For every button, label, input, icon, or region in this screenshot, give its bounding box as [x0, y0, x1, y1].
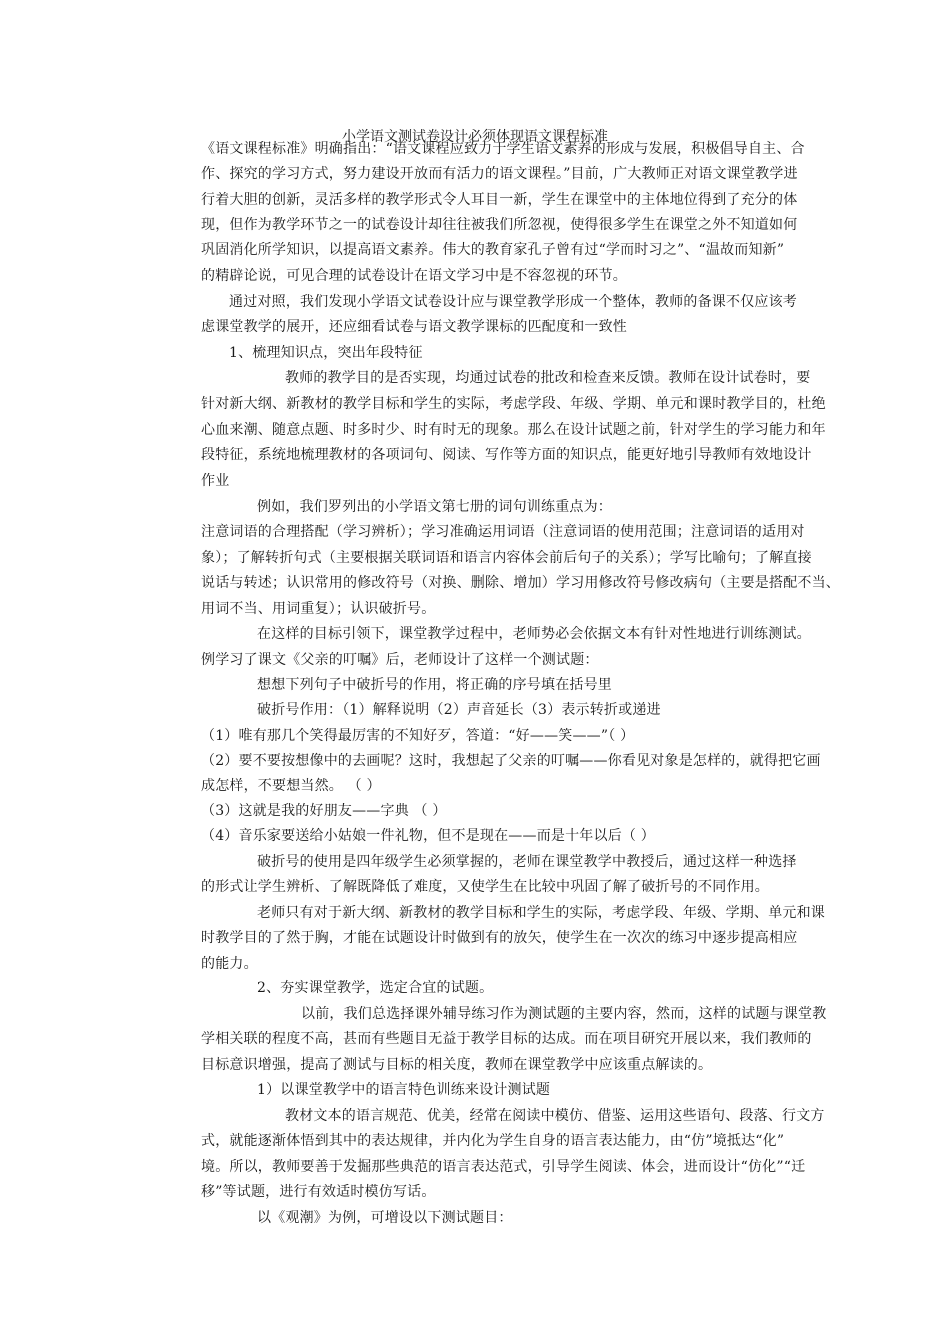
text-line: 通过对照，我们发现小学语文试卷设计应与课堂教学形成一个整体，教师的备课不仅应该考 — [229, 294, 797, 310]
text-line: 的形式让学生辨析、了解既降低了难度，又使学生在比较中巩固了解了破折号的不同作用。 — [201, 879, 769, 895]
text-line: 破折号的使用是四年级学生必须掌握的，老师在课堂教学中教授后，通过这样一种选择 — [257, 854, 797, 870]
text-line: （4）音乐家要送给小姑娘一件礼物，但不是现在——而是十年以后（ ） — [201, 828, 655, 844]
text-line: 虑课堂教学的展开，还应细看试卷与语文教学课标的匹配度和一致性 — [201, 319, 627, 335]
text-line: 巩固消化所学知识，以提高语文素养。伟大的教育家孔子曾有过“学而时习之”、“温故而知新” — [201, 242, 785, 258]
text-line: 移”等试题，进行有效适时模仿写话。 — [201, 1184, 436, 1200]
text-line: 境。所以，教师要善于发掘那些典范的语言表达范式，引导学生阅读、体会，进而设计“仿化”“迁 — [201, 1159, 806, 1175]
text-line: 象）；了解转折句式（主要根据关联词语和语言内容体会前后句子的关系）；学写比喻句；了解直接 — [201, 550, 812, 566]
text-line: 2、夯实课堂教学，选定合宜的试题。 — [257, 980, 494, 996]
text-line: 1）以课堂教学中的语言特色训练来设计测试题 — [257, 1082, 551, 1098]
text-line: 学相关联的程度不高，甚而有些题目无益于教学目标的达成。而在项目研究开展以来，我们教师的 — [201, 1031, 812, 1047]
text-line: 注意词语的合理搭配（学习辨析）；学习准确运用词语（注意词语的使用范围；注意词语的适用对 — [201, 524, 805, 540]
text-line: 1、梳理知识点，突出年段特征 — [229, 345, 423, 361]
text-line: 破折号作用：（1）解释说明（2）声音延长（3）表示转折或递进 — [257, 702, 661, 718]
text-line: 时教学目的了然于胸，才能在试题设计时做到有的放矢，使学生在一次次的练习中逐步提高相应 — [201, 930, 798, 946]
text-line: 成怎样，不要想当然。 （ ） — [201, 778, 381, 794]
text-line: 针对新大纲、新教材的教学目标和学生的实际，考虑学段、年级、学期、单元和课时教学目的，杜绝 — [201, 396, 826, 412]
text-line: （3）这就是我的好朋友——字典 （ ） — [201, 803, 447, 819]
text-line: （2）要不要按想像中的去画呢？这时，我想起了父亲的叮嘱——你看见对象是怎样的，就得把它画 — [201, 753, 821, 769]
text-line: 式，就能逐渐体悟到其中的表达规律，并内化为学生自身的语言表达能力，由“仿”境抵达“化” — [201, 1133, 785, 1149]
text-line: 现，但作为教学环节之一的试卷设计却往往被我们所忽视，使得很多学生在课堂之外不知道如何 — [201, 217, 798, 233]
text-line: 在这样的目标引领下，课堂教学过程中，老师势必会依据文本有针对性地进行训练测试。 — [257, 626, 811, 642]
text-line: 以前，我们总选择课外辅导练习作为测试题的主要内容，然而，这样的试题与课堂教 — [301, 1006, 827, 1022]
text-line: 《语文课程标准》明确指出：“语文课程应致力于学生语文素养的形成与发展，积极倡导自主、合 — [201, 141, 805, 157]
text-line: 教材文本的语言规范、优美，经常在阅读中模仿、借鉴、运用这些语句、段落、行文方 — [285, 1108, 825, 1124]
text-line: 的能力。 — [201, 956, 258, 972]
text-line: 心血来潮、随意点题、时多时少、时有时无的现象。那么在设计试题之前，针对学生的学习能力和年 — [201, 422, 826, 438]
text-line: 老师只有对于新大纲、新教材的教学目标和学生的实际，考虑学段、年级、学期、单元和课 — [257, 905, 825, 921]
document-title: 小学语文测试卷设计必须体现语文课程标准 — [342, 129, 608, 145]
text-line: 以《观潮》为例，可增设以下测试题目： — [257, 1210, 513, 1226]
text-line: 说话与转述；认识常用的修改符号（对换、删除、增加）学习用修改符号修改病句（主要是搭配不当、 — [201, 575, 840, 591]
text-line: 教师的教学目的是否实现，均通过试卷的批改和检查来反馈。教师在设计试卷时，要 — [285, 370, 811, 386]
text-line: 例如，我们罗列出的小学语文第七册的词句训练重点为： — [257, 499, 612, 515]
text-line: 想想下列句子中破折号的作用，将正确的序号填在括号里 — [257, 677, 612, 693]
text-line: 行着大胆的创新，灵活多样的教学形式令人耳目一新，学生在课堂中的主体地位得到了充分的体 — [201, 192, 798, 208]
text-line: 目标意识增强，提高了测试与目标的相关度，教师在课堂教学中应该重点解读的。 — [201, 1057, 713, 1073]
text-line: 的精辟论说，可见合理的试卷设计在语文学习中是不容忽视的环节。 — [201, 268, 627, 284]
text-line: 作业 — [201, 473, 230, 489]
text-line: 例学习了课文《父亲的叮嘱》后，老师设计了这样一个测试题： — [201, 652, 599, 668]
text-line: 用词不当、用词重复）；认识破折号。 — [201, 601, 436, 617]
text-line: 段特征，系统地梳理教材的各项词句、阅读、写作等方面的知识点，能更好地引导教师有效地设计 — [201, 447, 812, 463]
text-line: 作、探究的学习方式，努力建设开放而有活力的语文课程。”目前，广大教师正对语文课堂教学进 — [201, 166, 798, 182]
text-line: （1）唯有那几个笑得最厉害的不知好歹，答道：“好——笑——”（ ） — [201, 728, 635, 744]
